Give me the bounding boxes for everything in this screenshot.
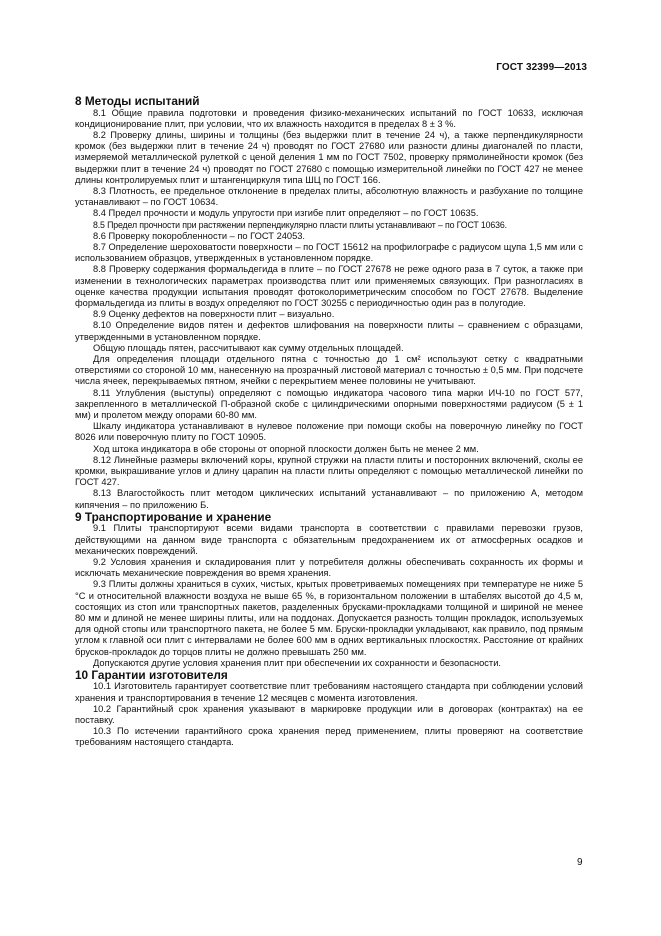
section-title: 9 Транспортирование и хранение — [75, 509, 272, 524]
paragraph: 9.3 Плиты должны храниться в сухих, чистых, крытых проветриваемых помещениях при температуре не ниже 5 °С и относительной влажности воздуха не выше 65 %, в горизонтальном положении в штабелях высотой до 4,5 м, состоящих из стоп или транспортных пакетов, разделенных брусками-прокладками толщиной и шириной не менее 80 мм и длиной не менее ширины плиты, или на поддонах. Допускается разность толщин прокладок, используемых для одной стопы или транспортного пакета, не более 5 мм. Бруски-прокладки укладывают, как правило, под прямым углом к главной оси плит с интервалами не более 600 мм в одних вертикальных плоскостях. Расстояние от крайних брусков-прокладок до торцов плиты не должно превышать 250 мм. — [75, 579, 583, 657]
paragraph: 8.10 Определение видов пятен и дефектов шлифования на поверхности плиты – сравнением с образцами, утвержденными в установленном порядке. — [75, 320, 583, 342]
paragraph: 8.7 Определение шероховатости поверхности – по ГОСТ 15612 на профилографе с радиусом щупа 1,5 мм или с использованием образцов, утвержденных в установленном порядке. — [75, 241, 583, 264]
paragraph: 10.2 Гарантийный срок хранения указывают в маркировке продукции или в договорах (контрактах) на ее поставку. — [75, 703, 583, 726]
paragraph: 8.3 Плотность, ее предельное отклонение в пределах плиты, абсолютную влажность и разбухание по толщине устанавливают – по ГОСТ 10634. — [75, 185, 583, 208]
paragraph: 9.1 Плиты транспортируют всеми видами транспорта в соответствии с правилами перевозки грузов, действующими на данном виде транспорта с обязательным предохранением их от атмосферных осадков и механических повреждений. — [75, 523, 583, 556]
paragraph: Ход штока индикатора в обе стороны от опорной плоскости должен быть не менее 2 мм. — [93, 443, 479, 454]
section-transport-storage — [75, 511, 583, 669]
paragraph: Шкалу индикатора устанавливают в нулевое положение при помощи скобы на поверочную линейку по ГОСТ 8026 или поверочную плиту по ГОСТ 10905. — [75, 421, 583, 443]
paragraph: 8.13 Влагостойкость плит методом циклических испытаний устанавливают – по приложению А, методом кипячения – по приложению Б. — [75, 488, 583, 510]
section-warranty — [75, 669, 583, 749]
paragraph: 8.8 Проверку содержания формальдегида в плите – по ГОСТ 27678 не реже одного раза в 7 суток, а также при изменении в технологических параметрах производства плит или применяемых связующих. При разногласиях в оценке качества продукции испытания проводят фотоколориметрическим способом по ГОСТ 27678. Выделение формальдегида из плиты в воздух определяют по ГОСТ 30255 с периодичностью один раз в полугодие. — [75, 264, 583, 308]
paragraph: 10.1 Изготовитель гарантирует соответствие плит требованиям настоящего стандарта при соблюдении условий хранения и транспортирования в течение 12 месяцев с момента изготовления. — [75, 681, 583, 703]
paragraph: 8.12 Линейные размеры включений коры, крупной стружки на пласти плиты и посторонних включений, сколы ее кромки, выкрашивание углов и длину царапин на пласти плиты определяют с помощью металлической линейки по ГОСТ 427. — [75, 454, 583, 488]
paragraph: 10.3 По истечении гарантийного срока хранения перед применением, плиты проверяют на соответствие требованиям настоящего стандарта. — [75, 726, 583, 748]
paragraph: 8.5 Предел прочности при растяжении перпендикулярно пласти плиты устанавливают – по ГОСТ 10636. — [93, 219, 507, 230]
paragraph: 8.1 Общие правила подготовки и проведения физико-механических испытаний по ГОСТ 10633, исключая кондиционирование плит, при условии, что их влажность находится в пределах 8 ± 3 %. — [75, 107, 583, 129]
paragraph: Для определения площади отдельного пятна с точностью до 1 см² используют сетку с квадратными отверстиями со стороной 10 мм, нанесенную на прозрачный листовой материал с точностью ± 0,5 мм. При подсчете числа ячеек, перекрываемых пятном, ячейки с перекрытием менее половины не учитывают. — [75, 353, 583, 387]
section-methods — [75, 95, 583, 511]
paragraph: 8.6 Проверку покоробленности – по ГОСТ 24053. — [93, 230, 306, 241]
paragraph: 8.2 Проверку длины, ширины и толщины (без выдержки плит в течение 24 ч), а также перпендикулярности кромок (без выдержки плит в течение 24 ч) проводят по ГОСТ 27680 или разности длины диагоналей по пласти, измеряемой металлической рулеткой с ценой деления 1 мм по ГОСТ 7502, проверку прямолинейности кромок (без выдержки плит в течение 24 ч) проводят по ГОСТ 27680 с помощью измерительной линейки по ГОСТ 427 не менее длины контролируемых плит и штангенциркуля типа ШЦ по ГОСТ 166. — [75, 129, 583, 185]
document-body — [75, 95, 583, 749]
section-title: 8 Методы испытаний — [75, 94, 200, 108]
paragraph: 8.4 Предел прочности и модуль упругости при изгибе плит определяют – по ГОСТ 10635. — [93, 208, 479, 219]
page-number: 9 — [577, 857, 583, 868]
paragraph: 9.2 Условия хранения и складирования плит у потребителя должны обеспечивать сохранность их формы и исключать механические повреждения во время хранения. — [75, 556, 583, 579]
paragraph: Допускаются другие условия хранения плит при обеспечении их сохранности и безопасности. — [93, 657, 501, 668]
paragraph: 8.9 Оценку дефектов на поверхности плит – визуально. — [93, 309, 335, 320]
paragraph: 8.11 Углубления (выступы) определяют с помощью индикатора часового типа марки ИЧ-10 по ГОСТ 577, закрепленного в металлической П-образной скобе с цилиндрическими опорными поверхностями радиусом (5 ± 1 мм) и пролетом между опорами 60-80 мм. — [75, 387, 583, 420]
section-title: 10 Гарантии изготовителя — [75, 667, 228, 682]
paragraph: Общую площадь пятен, рассчитывают как сумму отдельных площадей. — [93, 342, 404, 353]
standard-code-header: ГОСТ 32399—2013 — [496, 62, 587, 73]
